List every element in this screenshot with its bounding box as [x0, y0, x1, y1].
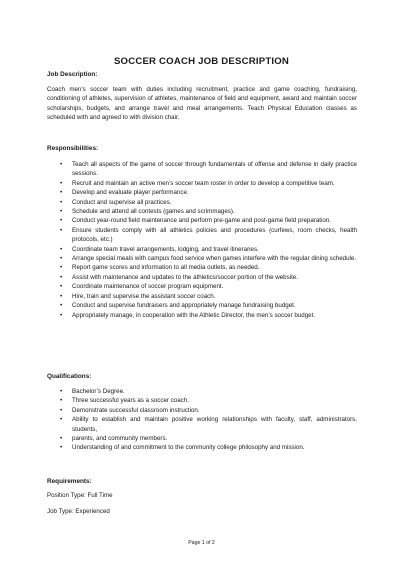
qualifications-heading: Qualifications: [47, 373, 92, 380]
list-item: • Coordinate team travel arrangements, lodging, and travel itineraries. [47, 245, 357, 254]
list-item: • Conduct year-round field maintenance and perform pre-game and post-game field preparation. [47, 216, 357, 225]
responsibilities-list [47, 160, 357, 320]
list-item: • Recruit and maintain an active men’s soccer team roster in order to develop a competitive team. [47, 179, 357, 188]
list-item: • Conduct and supervise all practices. [47, 198, 357, 207]
list-item: • Conduct and supervise fundraisers and appropriately manage fundraising budget. [47, 301, 357, 310]
responsibilities-heading: Responsibilities: [47, 145, 99, 152]
list-item: • Ability to establish and maintain positive working relationships with faculty, staff, administrators, students, [47, 415, 357, 434]
list-item: • Teach all aspects of the game of soccer through fundamentals of offense and defense in daily practice sessions. [47, 160, 357, 179]
list-item: • Appropriately manage, in cooperation with the Athletic Director, the men’s soccer budget. [47, 311, 357, 320]
list-item: • parents, and community members. [47, 434, 357, 443]
job-type: Job Type: Experienced [47, 508, 110, 515]
list-item: • Report game scores and information to all media outlets, as needed. [47, 263, 357, 272]
list-item: • Understanding of and commitment to the community college philosophy and mission. [47, 443, 357, 452]
page-number: Page 1 of 2 [188, 540, 215, 546]
list-item: • Arrange special meals with campus food service when games interfere with the regular dining schedule. [47, 254, 357, 263]
position-type: Position Type: Full Time [47, 492, 113, 499]
list-item: • Demonstrate successful classroom instruction. [47, 406, 357, 415]
page-title: SOCCER COACH JOB DESCRIPTION [113, 56, 290, 67]
list-item: • Coordinate maintenance of soccer program equipment. [47, 282, 357, 291]
list-item: • Bachelor’s Degree. [47, 387, 357, 396]
list-item: • Ensure students comply with all athletics policies and procedures (curfews, room checks, health protocols, etc.) [47, 226, 357, 245]
qualifications-list [47, 387, 357, 453]
list-item: • Develop and evaluate player performance. [47, 188, 357, 197]
requirements-heading: Requirements: [47, 478, 92, 485]
list-item: • Schedule and attend all contests (games and scrimmages). [47, 207, 357, 216]
job-description-text: Coach men’s soccer team with duties including recruitment, practice and game coaching, fundraising, conditioning of athletes, supervision of athletes, maintenance of field and equipment, award and maintain soccer scholarships, budgets, and arrange travel and meal arrangements. Teach Physical Education classes as scheduled with and agreed to with division chair. [47, 86, 357, 122]
list-item: • Three successful years as a soccer coach. [47, 396, 357, 405]
list-item: • Hire, train and supervise the assistant soccer coach. [47, 292, 357, 301]
job-description-heading: Job Description: [47, 71, 98, 78]
list-item: • Assist with maintenance and updates to the athletics/soccer portion of the website. [47, 273, 357, 282]
